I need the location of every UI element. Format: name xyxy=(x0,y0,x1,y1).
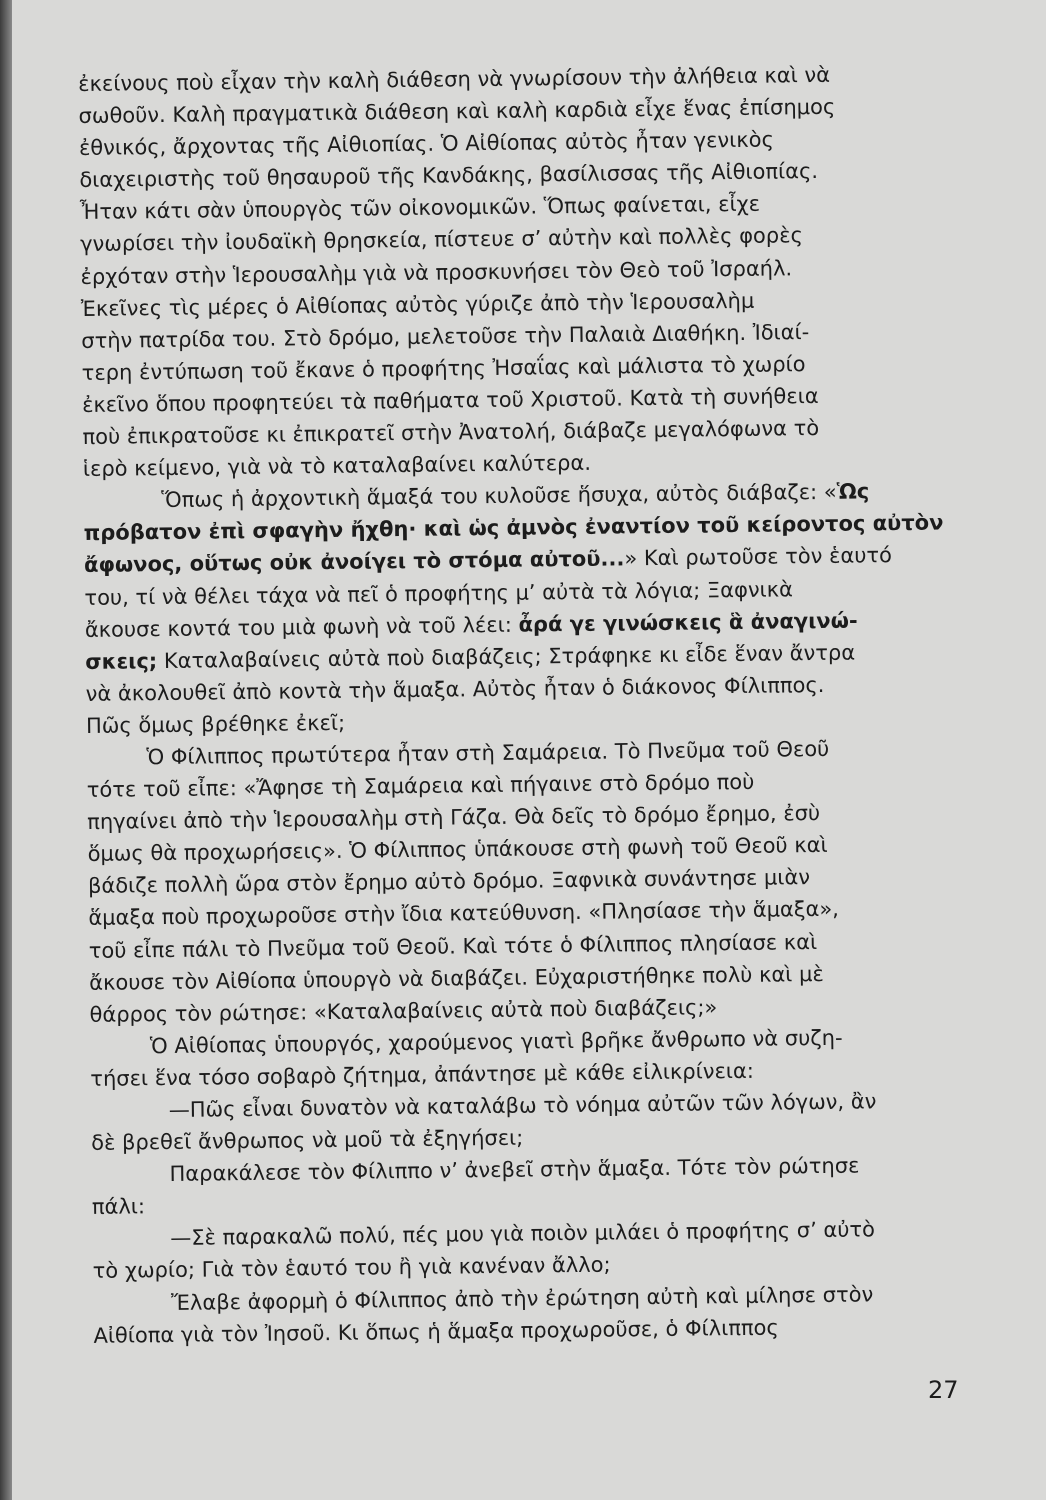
quote-bold: πρόβατον ἐπὶ σφαγὴν ἤχθη· καὶ ὡς ἀμνὸς ἐναντίον τοῦ κείροντος αὐτὸν xyxy=(83,510,944,546)
text-line: ἐκεῖνο ὅπου προφητεύει τὰ παθήματα τοῦ Χριστοῦ. Κατὰ τὴ συνήθεια xyxy=(81,383,819,417)
text-line: ἐθνικός, ἄρχοντας τῆς Αἰθιοπίας. Ὁ Αἰθίοπας αὐτὸς ἦταν γενικὸς xyxy=(78,127,774,161)
text-line: ποὺ ἐπικρατοῦσε κι ἐπικρατεῖ στὴν Ἀνατολή, διάβαζε μεγαλόφωνα τὸ xyxy=(82,416,820,450)
text-line: στὴν πατρίδα του. Στὸ δρόμο, μελετοῦσε τὴν Παλαιὰ Διαθήκη. Ἰδιαί- xyxy=(81,319,810,353)
text-line: πάλι: xyxy=(91,1194,146,1220)
text-line: ὅμως θὰ προχωρήσεις». Ὁ Φίλιππος ὑπάκουσε στὴ φωνὴ τοῦ Θεοῦ καὶ xyxy=(87,833,828,867)
text-line: ἐρχόταν στὴν Ἱερουσαλὴμ γιὰ νὰ προσκυνήσει τὸν Θεὸ τοῦ Ἰσραήλ. xyxy=(80,255,793,289)
text-line: τὸ χωρίο; Γιὰ τὸν ἑαυτό του ἢ γιὰ κανέναν ἄλλο; xyxy=(92,1253,611,1284)
quote-bold: ἆρά γε γινώσκεις ἃ ἀναγινώ- xyxy=(518,608,858,637)
text-line: ἐκείνους ποὺ εἶχαν τὴν καλὴ διάθεση νὰ γνωρίσουν τὴν ἀλήθεια καὶ νὰ xyxy=(78,62,831,96)
text-run: Ὅπως ἡ ἀρχοντικὴ ἅμαξά του κυλοῦσε ἥσυχα, αὐτὸς διάβαζε: « xyxy=(161,479,837,513)
quote-bold: ἄφωνος, οὕτως οὐκ ἀνοίγει τὸ στόμα αὐτοῦ... xyxy=(83,546,625,578)
text-run: » Καὶ ρωτοῦσε τὸν ἑαυτό xyxy=(624,543,893,571)
text-line: Ὁ Αἰθίοπας ὑπουργός, χαρούμενος γιατὶ βρῆκε ἄνθρωπο νὰ συζη- xyxy=(149,1025,843,1059)
text-line: ἱερὸ κείμενο, γιὰ νὰ τὸ καταλαβαίνει καλύτερα. xyxy=(82,450,592,482)
text-line: διαχειριστὴς τοῦ θησαυροῦ τῆς Κανδάκης, βασίλισσας τῆς Αἰθιοπίας. xyxy=(79,159,819,193)
text-line: δὲ βρεθεῖ ἄνθρωπος νὰ μοῦ τὰ ἐξηγήσει; xyxy=(90,1125,524,1156)
text-line: πηγαίνει ἀπὸ τὴν Ἱερουσαλὴμ στὴ Γάζα. Θὰ δεῖς τὸ δρόμο ἔρημο, ἐσὺ xyxy=(87,801,821,835)
text-line: γνωρίσει τὴν ἰουδαϊκὴ θρησκεία, πίστευε σ’ αὐτὴν καὶ πολλὲς φορὲς xyxy=(80,223,803,257)
text-line: Ὁ Φίλιππος πρωτύτερα ἦταν στὴ Σαμάρεια. Τὸ Πνεῦμα τοῦ Θεοῦ xyxy=(146,736,830,770)
dialogue-line: —Πῶς εἶναι δυνατὸν νὰ καταλάβω τὸ νόημα αὐτῶν τῶν λόγων, ἂν xyxy=(168,1089,877,1122)
text-run: ἄκουσε κοντά του μιὰ φωνὴ νὰ τοῦ λέει: xyxy=(84,612,519,642)
quote-bold: Ὡς xyxy=(836,479,870,504)
text-line: τοῦ εἶπε πάλι τὸ Πνεῦμα τοῦ Θεοῦ. Καὶ τότε ὁ Φίλιππος πλησίασε καὶ xyxy=(88,929,818,963)
page-number: 27 xyxy=(928,1376,959,1404)
quote-bold: σκεις; xyxy=(85,648,158,674)
text-line: του, τί νὰ θέλει τάχα νὰ πεῖ ὁ προφήτης μ’ αὐτὰ τὰ λόγια; Ξαφνικὰ xyxy=(84,576,794,610)
text-line: βάδιζε πολλὴ ὥρα στὸν ἔρημο αὐτὸ δρόμο. Ξαφνικὰ συνάντησε μιὰν xyxy=(87,865,811,899)
text-line: θάρρος τὸν ρώτησε: «Καταλαβαίνεις αὐτὰ ποὺ διαβάζεις;» xyxy=(89,994,718,1027)
text-line: Ἦταν κάτι σὰν ὑπουργὸς τῶν οἰκονομικῶν. Ὅπως φαίνεται, εἶχε xyxy=(79,192,761,225)
page-edge-shadow xyxy=(0,0,12,1500)
text-line: τότε τοῦ εἶπε: «Ἄφησε τὴ Σαμάρεια καὶ πήγαινε στὸ δρόμο ποὺ xyxy=(86,769,755,803)
text-line: Παρακάλεσε τὸν Φίλιππο ν’ ἀνεβεῖ στὴν ἅμαξα. Τότε τὸν ρώτησε xyxy=(169,1153,860,1187)
text-line: Ἔλαβε ἀφορμὴ ὁ Φίλιππος ἀπὸ τὴν ἐρώτηση αὐτὴ καὶ μίλησε στὸν xyxy=(170,1281,874,1315)
text-line: Πῶς ὅμως βρέθηκε ἐκεῖ; xyxy=(85,710,346,738)
text-line: Ἐκεῖνες τὶς μέρες ὁ Αἰθίοπας αὐτὸς γύριζε ἀπὸ τὴν Ἱερουσαλὴμ xyxy=(80,288,755,321)
text-line: νὰ ἀκολουθεῖ ἀπὸ κοντὰ τὴν ἅμαξα. Αὐτὸς ἦταν ὁ διάκονος Φίλιππος. xyxy=(85,672,825,706)
text-line: τερη ἐντύπωση τοῦ ἔκανε ὁ προφήτης Ἠσαΐας καὶ μάλιστα τὸ χωρίο xyxy=(81,351,806,385)
text-line: ἄκουσε τὸν Αἰθίοπα ὑπουργὸ νὰ διαβάζει. Εὐχαριστήθηκε πολὺ καὶ μὲ xyxy=(89,961,824,995)
book-page xyxy=(12,0,1046,1500)
text-line: Αἰθίοπα γιὰ τὸν Ἰησοῦ. Κι ὅπως ἡ ἅμαξα προχωροῦσε, ὁ Φίλιππος xyxy=(93,1315,779,1348)
text-run: Καταλαβαίνεις αὐτὰ ποὺ διαβάζεις; Στράφηκε κι εἶδε ἕναν ἄντρα xyxy=(157,640,856,673)
body-text xyxy=(78,57,974,1351)
text-line: τήσει ἕνα τόσο σοβαρὸ ζήτημα, ἀπάντησε μὲ κάθε εἰλικρίνεια: xyxy=(90,1058,755,1091)
text-line: σωθοῦν. Καλὴ πραγματικὰ διάθεση καὶ καλὴ καρδιὰ εἶχε ἕνας ἐπίσημος xyxy=(78,94,836,129)
text-line: ἅμαξα ποὺ προχωροῦσε στὴν ἴδια κατεύθυνση. «Πλησίασε τὴν ἅμαξα», xyxy=(88,897,840,931)
dialogue-line: —Σὲ παρακαλῶ πολύ, πές μου γιὰ ποιὸν μιλάει ὁ προφήτης σ’ αὐτὸ xyxy=(170,1217,876,1251)
